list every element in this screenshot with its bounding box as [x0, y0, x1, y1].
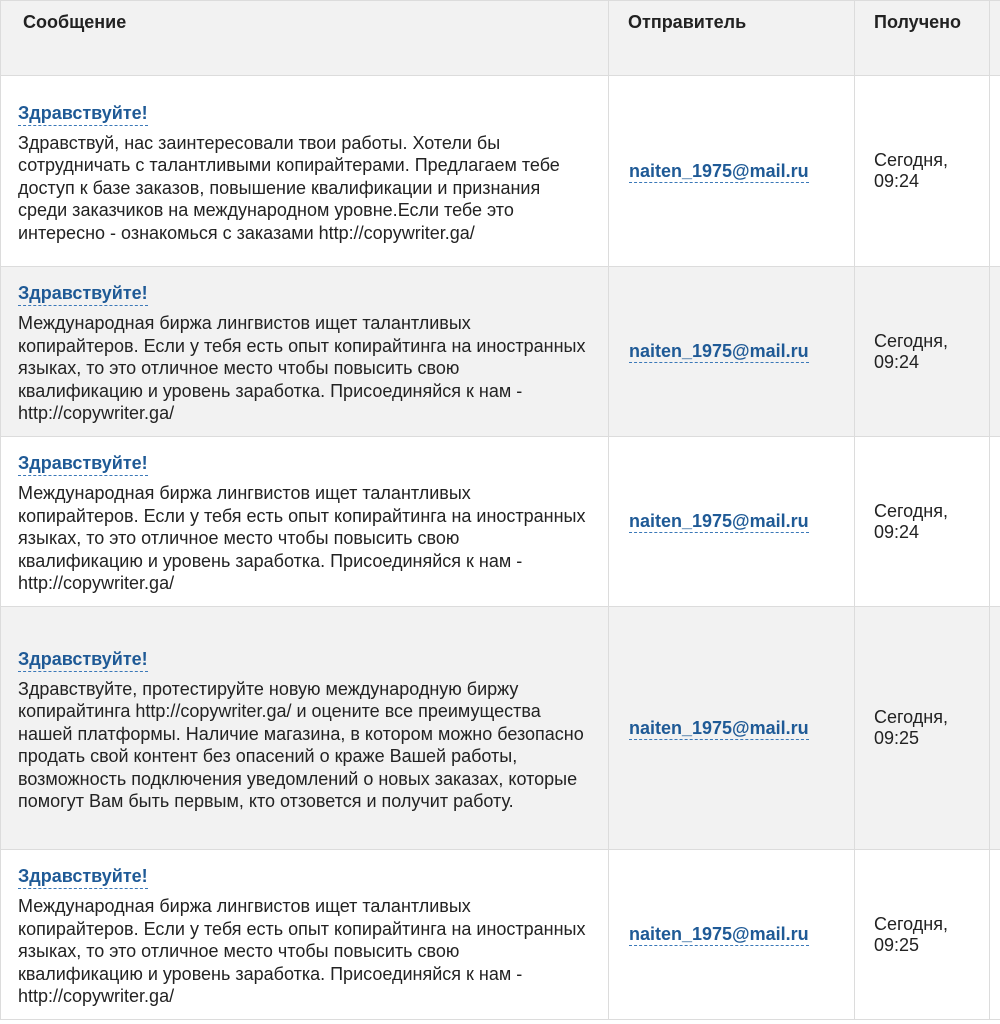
- received-day: Сегодня,: [874, 913, 948, 934]
- message-cell: [1, 76, 609, 267]
- message-body: Международная биржа лингвистов ищет талантливых копирайтеров. Если у тебя есть опыт копирайтинга на иностранных языках, то это отличное место чтобы повысить свою квалификацию и уровень заработка. Присоединяйся к нам - http://copywriter.ga/: [18, 896, 586, 1007]
- received-day: Сегодня,: [874, 150, 948, 170]
- extra-cell: [990, 76, 1000, 267]
- sender-link[interactable]: naiten_1975@mail.ru: [629, 511, 809, 531]
- received-cell: [855, 607, 990, 850]
- extra-cell: [990, 850, 1000, 1020]
- received-time: 09:24: [874, 521, 920, 542]
- message-subject-link[interactable]: Здравствуйте!: [18, 452, 148, 476]
- message-subject-link[interactable]: Здравствуйте!: [18, 648, 148, 672]
- sender-link[interactable]: naiten_1975@mail.ru: [629, 924, 809, 944]
- extra-cell: [990, 607, 1000, 850]
- sender-cell: [609, 76, 855, 267]
- received-cell: [855, 267, 990, 437]
- message-cell: [1, 437, 609, 607]
- message-cell: [1, 607, 609, 850]
- received-day: Сегодня,: [874, 330, 948, 351]
- extra-cell: [990, 437, 1000, 607]
- sender-link[interactable]: naiten_1975@mail.ru: [629, 160, 809, 181]
- table-header: [1, 1, 1000, 76]
- received-cell: [855, 76, 990, 267]
- sender-link[interactable]: naiten_1975@mail.ru: [629, 341, 809, 361]
- sender-cell: [609, 437, 855, 607]
- sender-cell: [609, 267, 855, 437]
- message-row[interactable]: [1, 607, 1000, 850]
- message-body: Здравствуй, нас заинтересовали твои работы. Хотели бы сотрудничать с талантливыми копирайтерами. Предлагаем тебе доступ к базе заказов, повышение квалификации и признания среди заказчиков на международном уровне.Если тебе это интересно - ознакомься с заказами http://copywriter.ga/: [18, 132, 560, 243]
- sender-link[interactable]: naiten_1975@mail.ru: [629, 717, 809, 738]
- received-day: Сегодня,: [874, 500, 948, 521]
- message-body: Международная биржа лингвистов ищет талантливых копирайтеров. Если у тебя есть опыт копирайтинга на иностранных языках, то это отличное место чтобы повысить свою квалификацию и уровень заработка. Присоединяйся к нам - http://copywriter.ga/: [18, 313, 586, 424]
- sender-cell: [609, 607, 855, 850]
- message-subject-link[interactable]: Здравствуйте!: [18, 282, 148, 306]
- sender-cell: [609, 850, 855, 1020]
- column-header-message[interactable]: Сообщение: [1, 1, 609, 76]
- header-row: [1, 1, 1000, 76]
- message-row[interactable]: [1, 437, 1000, 607]
- received-time: 09:25: [874, 934, 920, 955]
- received-cell: [855, 850, 990, 1020]
- received-day: Сегодня,: [874, 707, 948, 727]
- extra-cell: [990, 267, 1000, 437]
- message-cell: [1, 267, 609, 437]
- received-cell: [855, 437, 990, 607]
- received-time: 09:24: [874, 351, 920, 372]
- message-row[interactable]: [1, 850, 1000, 1020]
- column-header-sender[interactable]: Отправитель: [609, 1, 855, 76]
- column-header-received[interactable]: Получено: [855, 1, 990, 76]
- message-subject-link[interactable]: Здравствуйте!: [18, 865, 148, 889]
- message-body: Здравствуйте, протестируйте новую международную биржу копирайтинга http://copywriter.ga/ и оцените все преимущества нашей платформы. Наличие магазина, в котором можно безопасно продать свой контент без опасений о краже Вашей работы, возможность подключения уведомлений о новых заказах, которые помогут Вам быть первым, кто отзовется и получит работу.: [18, 678, 584, 811]
- table-body: [1, 76, 1000, 1020]
- message-cell: [1, 850, 609, 1020]
- message-body: Международная биржа лингвистов ищет талантливых копирайтеров. Если у тебя есть опыт копирайтинга на иностранных языках, то это отличное место чтобы повысить свою квалификацию и уровень заработка. Присоединяйся к нам - http://copywriter.ga/: [18, 483, 586, 594]
- message-row[interactable]: [1, 76, 1000, 267]
- message-subject-link[interactable]: Здравствуйте!: [18, 102, 148, 126]
- received-time: 09:24: [874, 171, 920, 191]
- column-header-extra: [990, 1, 1000, 76]
- message-row[interactable]: [1, 267, 1000, 437]
- received-time: 09:25: [874, 728, 920, 748]
